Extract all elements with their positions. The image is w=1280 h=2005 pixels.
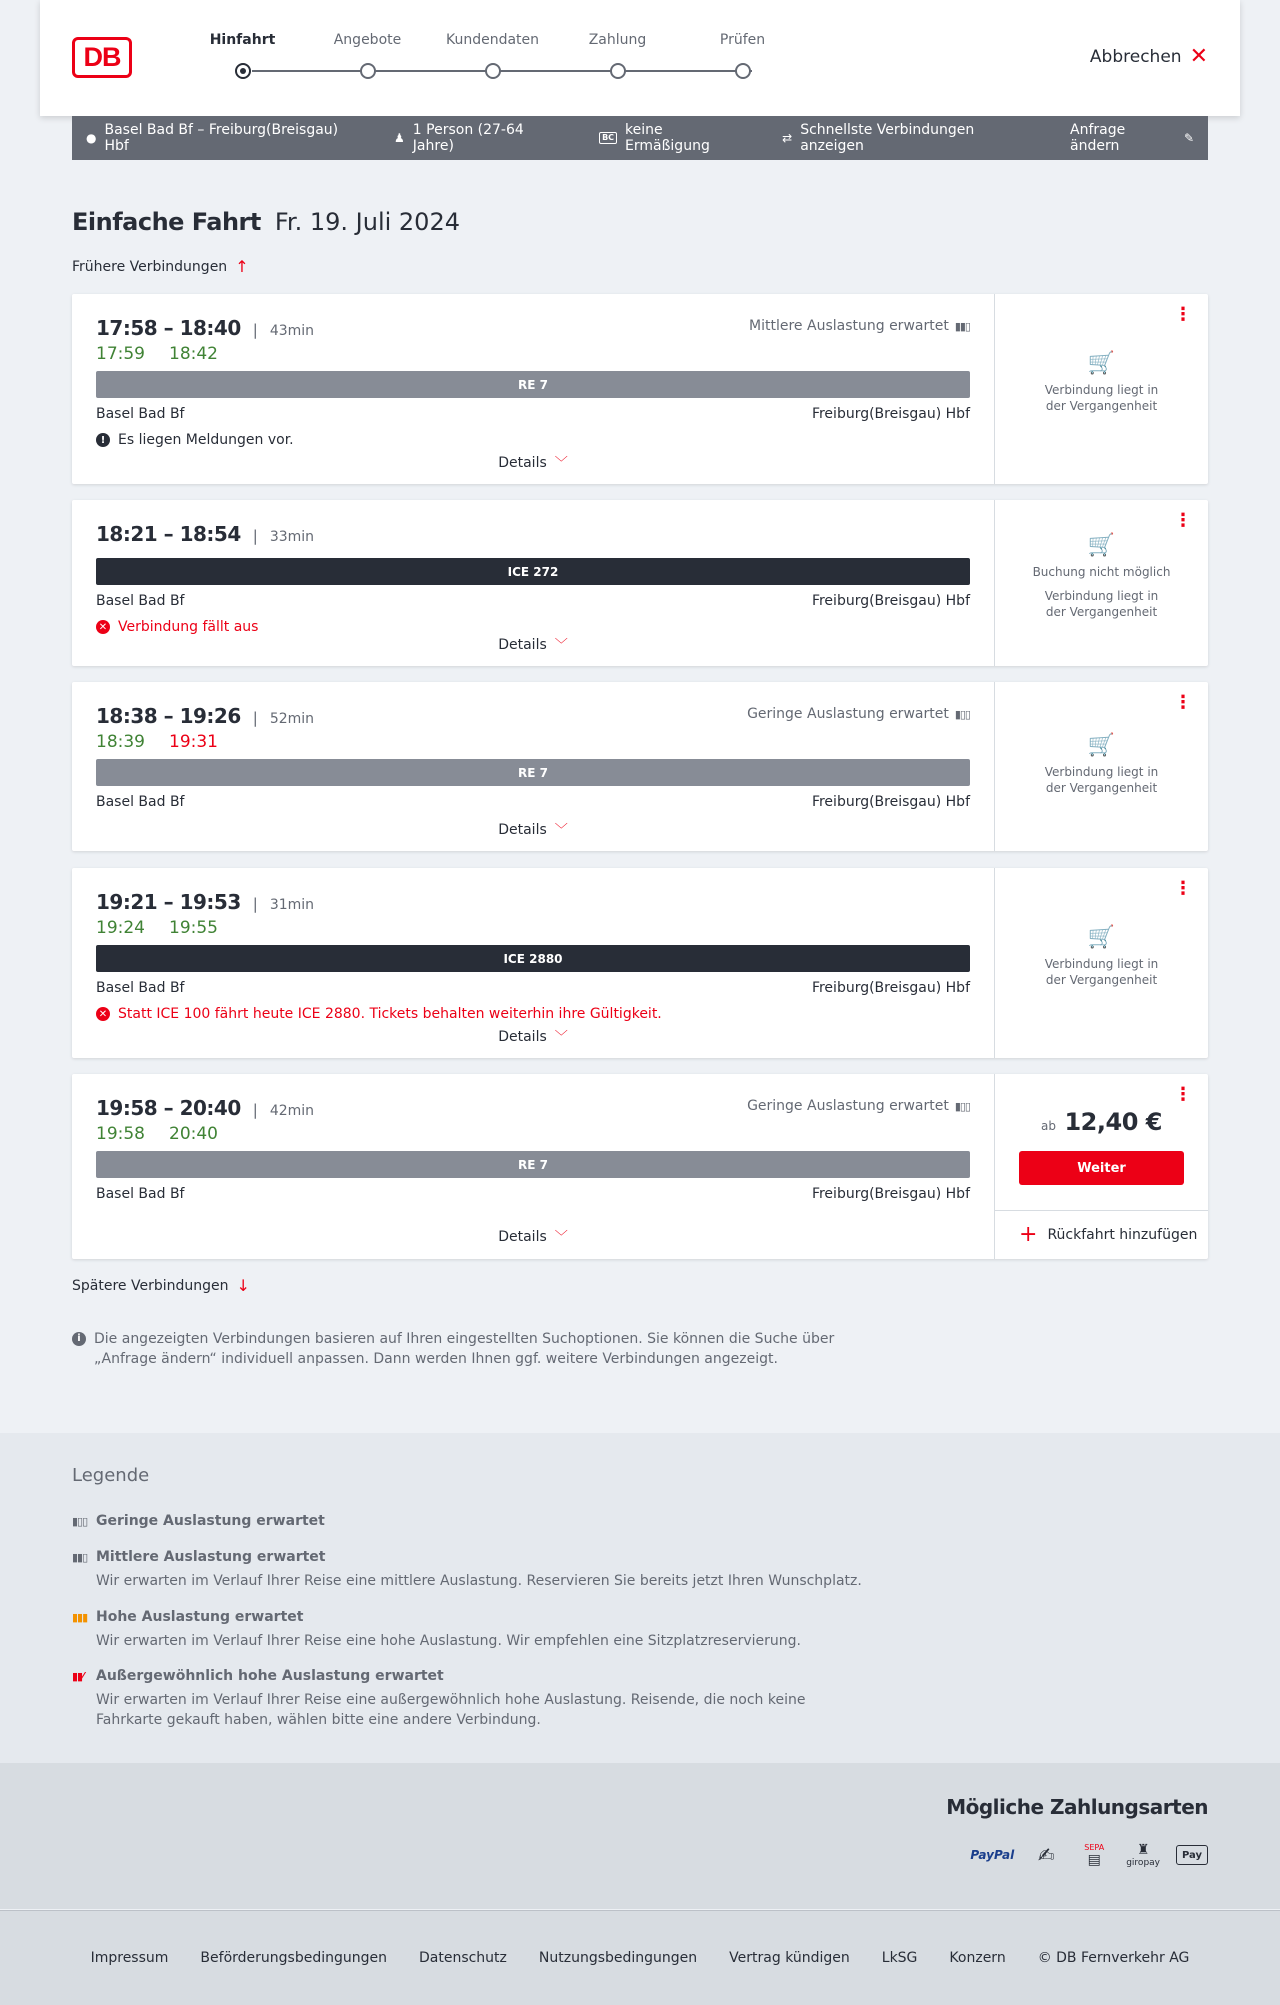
connection-card[interactable] (72, 682, 1208, 851)
replacement-message (96, 1004, 970, 1024)
planned-times: 17:58 – 18:40 (96, 316, 241, 340)
details-label: Details (498, 1029, 547, 1045)
status-text: Buchung nicht möglich (1032, 565, 1171, 579)
status-text: Verbindung liegt in der Vergangenheit (1044, 589, 1159, 619)
copyright: © DB Fernverkehr AG (1037, 1950, 1190, 1966)
details-toggle[interactable] (72, 634, 994, 653)
cart-unavailable-icon: 🛒 (1087, 533, 1116, 558)
bahncard-icon: BC (599, 132, 617, 144)
step-label: Hinfahrt (209, 32, 276, 48)
paypal-icon: PayPal (970, 1848, 1015, 1862)
step-angebote (305, 32, 430, 79)
legend-description: Wir erwarten im Verlauf Ihrer Reise eine hohe Auslastung. Wir empfehlen eine Sitzplatzreservierung. (96, 1633, 801, 1649)
step-label: Angebote (333, 32, 402, 48)
cancel-label: Abbrechen (1089, 47, 1182, 67)
details-label: Details (498, 1229, 547, 1245)
status-text: Verbindung liegt in der Vergangenheit (1044, 957, 1159, 987)
low-load-icon: ▮▯▯ (954, 1099, 970, 1113)
details-label: Details (498, 455, 547, 471)
details-toggle[interactable] (72, 452, 994, 471)
info-message (96, 430, 970, 450)
status-text: Verbindung liegt in der Vergangenheit (1044, 765, 1159, 795)
stations (96, 593, 970, 613)
stations (96, 406, 970, 426)
legend-label: Geringe Auslastung erwartet (96, 1513, 325, 1529)
db-logo[interactable]: DB (72, 37, 132, 78)
sepa-icon: SEPA ▤ (1084, 1842, 1105, 1868)
separator: | (252, 1101, 258, 1119)
error-icon: ✕ (96, 1007, 110, 1021)
legend-item (72, 1668, 872, 1730)
separator: | (252, 321, 258, 339)
actual-departure: 17:59 (96, 344, 145, 364)
cart-unavailable-icon: 🛒 (1087, 733, 1116, 758)
load-text: Geringe Auslastung erwartet (747, 706, 949, 722)
more-options-icon[interactable]: ⋮ (1174, 878, 1192, 899)
train-bar[interactable]: RE 7 (96, 759, 970, 786)
train-bar[interactable]: ICE 2880 (96, 945, 970, 972)
actual-times (96, 1124, 970, 1148)
step-dot (610, 63, 626, 79)
chevron-down-icon: ﹀ (554, 1230, 568, 1245)
legend-item-title (72, 1513, 872, 1529)
planned-times: 18:21 – 18:54 (96, 522, 241, 546)
train-bar[interactable]: RE 7 (96, 1151, 970, 1178)
plus-icon: + (1019, 1221, 1038, 1247)
price-prefix: ab (1041, 1119, 1057, 1133)
route-summary (86, 122, 360, 154)
progress-header (40, 0, 1240, 116)
giropay-label: giropay (1126, 1858, 1160, 1868)
destination-station: Freiburg(Breisgau) Hbf (811, 593, 970, 609)
details-label: Details (498, 637, 547, 653)
continue-button[interactable]: Weiter (1019, 1151, 1184, 1185)
booking-panel (994, 1074, 1208, 1259)
stations (96, 794, 970, 814)
note-text: Die angezeigten Verbindungen basieren auf Ihren eingestellten Suchoptionen. Sie können die Suche über „Anfrage ändern“ individuell anpassen. Dann werden Ihnen ggf. weitere Verbindungen angezeigt. (94, 1331, 835, 1367)
payment-icons (970, 1839, 1208, 1871)
chevron-down-icon: ﹀ (554, 638, 568, 653)
load-indicator (747, 706, 970, 722)
earlier-connections-link[interactable] (72, 257, 249, 276)
apple-pay-label: Pay (1181, 1849, 1203, 1861)
connection-card[interactable] (72, 500, 1208, 666)
connection-card[interactable] (72, 868, 1208, 1058)
more-options-icon[interactable]: ⋮ (1174, 304, 1192, 325)
connection-times (96, 890, 970, 918)
travellers-text: 1 Person (27-64 Jahre) (412, 122, 524, 154)
booking-status (995, 733, 1208, 796)
footer-link-befoerderungsbedingungen[interactable]: Beförderungsbedingungen (200, 1950, 387, 1966)
actual-times (96, 918, 970, 942)
legend-item-title (72, 1668, 872, 1684)
destination-station: Freiburg(Breisgau) Hbf (811, 1186, 970, 1202)
legend-description: Wir erwarten im Verlauf Ihrer Reise eine mittlere Auslastung. Reservieren Sie bereits jetzt Ihren Wunschplatz. (96, 1573, 862, 1589)
footer-link-impressum[interactable]: Impressum (90, 1950, 169, 1966)
search-summary-bar (72, 116, 1208, 160)
connection-times (96, 522, 970, 550)
duration: 43min (269, 323, 315, 339)
duration: 52min (269, 711, 315, 727)
actual-departure: 19:58 (96, 1124, 145, 1144)
stations (96, 1186, 970, 1206)
low-load-icon: ▮▯▯ (72, 1514, 88, 1528)
destination-station: Freiburg(Breisgau) Hbf (811, 406, 970, 422)
step-pruefen (680, 32, 805, 79)
duration: 42min (269, 1103, 315, 1119)
error-icon: ✕ (96, 620, 110, 634)
medium-load-icon: ▮▮▯ (954, 319, 970, 333)
chevron-down-icon: ﹀ (554, 456, 568, 471)
footer-link-nutzungsbedingungen[interactable]: Nutzungsbedingungen (538, 1950, 698, 1966)
more-options-icon[interactable]: ⋮ (1174, 692, 1192, 713)
close-icon: ✕ (1189, 44, 1208, 69)
payment-methods-section (0, 1763, 1280, 1909)
booking-steps (180, 32, 770, 92)
separator: | (252, 895, 258, 913)
more-options-icon[interactable]: ⋮ (1174, 1084, 1192, 1105)
page-title (72, 208, 460, 236)
price-value: 12,40 € (1064, 1108, 1162, 1136)
separator: | (252, 709, 258, 727)
swap-icon: ⇄ (782, 131, 793, 145)
load-text: Mittlere Auslastung erwartet (749, 318, 949, 334)
details-toggle[interactable] (72, 819, 994, 838)
apple-pay-icon (1176, 1845, 1208, 1865)
discount-summary (599, 122, 748, 154)
legend-section (0, 1433, 1280, 1763)
footer (0, 1910, 1280, 2005)
credit-card-icon: ✍ (1037, 1843, 1055, 1867)
price-display (995, 1108, 1208, 1136)
load-text: Geringe Auslastung erwartet (747, 1098, 949, 1114)
step-label: Kundendaten (445, 32, 540, 48)
add-return-label: Rückfahrt hinzufügen (1047, 1226, 1198, 1243)
legend-item (72, 1513, 872, 1529)
train-bar[interactable]: ICE 272 (96, 558, 970, 585)
actual-arrival: 20:40 (169, 1124, 218, 1144)
cart-unavailable-icon: 🛒 (1087, 925, 1116, 950)
more-options-icon[interactable]: ⋮ (1174, 510, 1192, 531)
legend-title: Legende (72, 1465, 150, 1486)
step-kundendaten (430, 32, 555, 79)
load-indicator (749, 318, 970, 334)
destination-station: Freiburg(Breisgau) Hbf (811, 980, 970, 996)
high-load-icon: ▮▮▮ (72, 1610, 88, 1624)
step-dot (735, 63, 751, 79)
connection-card[interactable] (72, 294, 1208, 484)
cancel-button[interactable] (1089, 44, 1208, 69)
booking-panel (994, 868, 1208, 1058)
trip-type: Einfache Fahrt (72, 208, 261, 236)
legend-description: Wir erwarten im Verlauf Ihrer Reise eine außergewöhnlich hohe Auslastung. Reisende, die noch keine Fahrkarte gekauft haben, wählen bitte eine andere Verbindung. (96, 1692, 806, 1728)
footer-link-datenschutz[interactable]: Datenschutz (418, 1950, 507, 1966)
footer-link-lksg[interactable]: LkSG (881, 1950, 918, 1966)
separator: | (252, 527, 258, 545)
legend-item (72, 1549, 872, 1591)
planned-times: 19:21 – 19:53 (96, 890, 241, 914)
route-text: Basel Bad Bf – Freiburg(Breisgau) Hbf (104, 122, 339, 154)
details-label: Details (498, 822, 547, 838)
fastest-summary (782, 122, 1036, 154)
step-dot (485, 63, 501, 79)
actual-times (96, 732, 970, 756)
sepa-label: SEPA (1084, 1842, 1105, 1852)
step-label: Zahlung (588, 32, 647, 48)
actual-departure: 18:39 (96, 732, 145, 752)
message-text: Statt ICE 100 fährt heute ICE 2880. Tickets behalten weiterhin ihre Gültigkeit. (118, 1006, 662, 1022)
legend-label: Außergewöhnlich hohe Auslastung erwartet (96, 1668, 444, 1684)
actual-departure: 19:24 (96, 918, 145, 938)
details-toggle[interactable] (72, 1026, 994, 1045)
travellers-summary (394, 122, 565, 154)
step-dot (360, 63, 376, 79)
step-hinfahrt (180, 32, 305, 79)
connection-card[interactable] (72, 1074, 1208, 1259)
info-icon: i (72, 1332, 86, 1346)
step-zahlung (555, 32, 680, 79)
duration: 33min (269, 529, 315, 545)
person-icon: ♟ (394, 131, 405, 145)
cart-unavailable-icon: 🛒 (1087, 351, 1116, 376)
step-dot (235, 63, 251, 79)
actual-times (96, 344, 970, 368)
medium-load-icon: ▮▮▯ (72, 1550, 88, 1564)
booking-panel (994, 500, 1208, 666)
origin-station: Basel Bad Bf (96, 980, 185, 996)
giropay-icon: ♜ giropay (1126, 1842, 1160, 1868)
arrow-down-icon: ↓ (236, 1276, 250, 1295)
chevron-down-icon: ﹀ (554, 1030, 568, 1045)
footer-link-vertrag-kuendigen[interactable]: Vertrag kündigen (729, 1950, 850, 1966)
legend-item-title (72, 1609, 872, 1625)
payment-title: Mögliche Zahlungsarten (946, 1795, 1208, 1819)
change-request-label: Anfrage ändern (1070, 122, 1126, 154)
booking-panel (994, 294, 1208, 484)
chevron-down-icon: ﹀ (554, 823, 568, 838)
earlier-connections-label: Frühere Verbindungen (72, 258, 228, 275)
origin-station: Basel Bad Bf (96, 406, 185, 422)
message-text: Es liegen Meldungen vor. (118, 432, 294, 448)
origin-station: Basel Bad Bf (96, 593, 185, 609)
booking-status (995, 925, 1208, 988)
message-text: Verbindung fällt aus (118, 619, 259, 635)
origin-station: Basel Bad Bf (96, 794, 185, 810)
add-return-trip-button[interactable] (995, 1210, 1208, 1258)
footer-link-konzern[interactable]: Konzern (949, 1950, 1006, 1966)
info-icon: ! (96, 433, 110, 447)
later-connections-label: Spätere Verbindungen (72, 1277, 229, 1294)
stations (96, 980, 970, 1000)
change-request-button[interactable] (1070, 122, 1194, 154)
location-pin-icon: ● (86, 131, 97, 145)
search-info-note (72, 1329, 852, 1369)
actual-arrival: 19:55 (169, 918, 218, 938)
actual-arrival: 18:42 (169, 344, 218, 364)
train-bar[interactable]: RE 7 (96, 371, 970, 398)
destination-station: Freiburg(Breisgau) Hbf (811, 794, 970, 810)
legend-label: Mittlere Auslastung erwartet (96, 1549, 326, 1565)
duration: 31min (269, 897, 315, 913)
step-label: Prüfen (719, 32, 766, 48)
fastest-text: Schnellste Verbindungen anzeigen (800, 122, 975, 154)
legend-item (72, 1609, 872, 1651)
details-toggle[interactable] (72, 1226, 994, 1245)
booking-status (995, 533, 1208, 620)
load-indicator (747, 1098, 970, 1114)
booking-status (995, 351, 1208, 414)
actual-arrival: 19:31 (169, 732, 218, 752)
trip-date: Fr. 19. Juli 2024 (274, 208, 460, 236)
legend-item-title (72, 1549, 872, 1565)
later-connections-link[interactable] (72, 1276, 250, 1295)
arrow-up-icon: ↑ (235, 257, 249, 276)
low-load-icon: ▮▯▯ (954, 707, 970, 721)
status-text: Verbindung liegt in der Vergangenheit (1044, 383, 1159, 413)
planned-times: 18:38 – 19:26 (96, 704, 241, 728)
origin-station: Basel Bad Bf (96, 1186, 185, 1202)
pencil-icon: ✎ (1183, 131, 1194, 145)
very-high-load-icon: ▮▮⁄ (72, 1669, 83, 1683)
legend-label: Hohe Auslastung erwartet (96, 1609, 304, 1625)
discount-text: keine Ermäßigung (625, 122, 710, 154)
planned-times: 19:58 – 20:40 (96, 1096, 241, 1120)
booking-panel (994, 682, 1208, 851)
